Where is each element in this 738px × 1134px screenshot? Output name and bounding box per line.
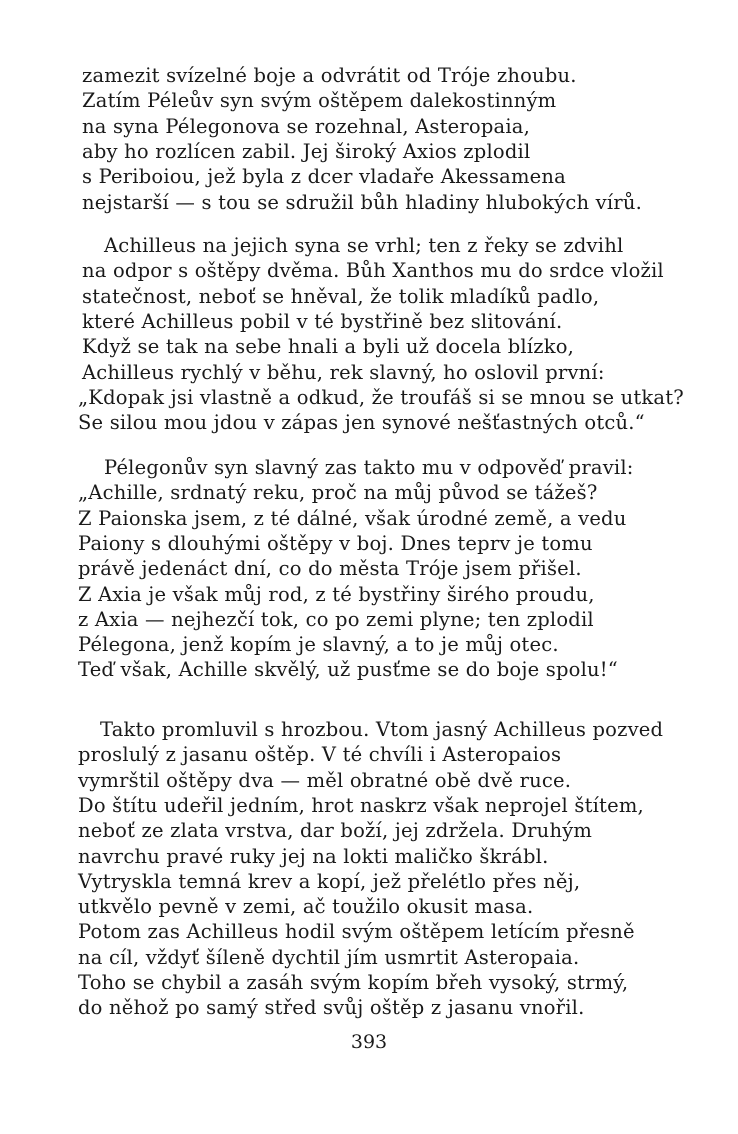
- verse-line: Paiony s dlouhými oštěpy v boj. Dnes teprv je tomu: [78, 531, 593, 555]
- page-number: 393: [350, 1031, 388, 1053]
- verse-line: Z Axia je však můj rod, z té bystřiny širého proudu,: [78, 582, 595, 606]
- verse-line: na odpor s oštěpy dvěma. Bůh Xanthos mu do srdce vložil: [82, 259, 664, 283]
- verse-line: proslulý z jasanu oštěp. V té chvíli i Asteropaios: [78, 743, 562, 767]
- verse-line: Když se tak na sebe hnali a byli už docela blízko,: [82, 335, 575, 359]
- verse-line: na cíl, vždyť šíleně dychtil jím usmrtit Asteropaia.: [78, 945, 580, 969]
- verse-line: na syna Pélegonova se rozehnal, Asteropaia,: [82, 114, 531, 138]
- verse-line: které Achilleus pobil v té bystřině bez slitování.: [82, 309, 563, 333]
- verse-line: vymrštil oštěpy dva — měl obratné obě dvě ruce.: [78, 768, 572, 792]
- verse-line: „Achille, srdnatý reku, proč na můj původ se tážeš?: [78, 481, 598, 505]
- verse-line: „Kdopak jsi vlastně a odkud, že troufáš si se mnou se utkat?: [78, 385, 684, 409]
- verse-line: právě jedenáct dní, co do města Tróje jsem přišel.: [78, 557, 582, 581]
- verse-line: do něhož po samý střed svůj oštěp z jasanu vnořil.: [78, 996, 585, 1020]
- verse-line: utkvělo pevně v zemi, ač toužilo okusit masa.: [78, 895, 534, 919]
- verse-line: Potom zas Achilleus hodil svým oštěpem letícím přesně: [78, 920, 635, 944]
- verse-line: zamezit svízelné boje a odvrátit od Trójе zhoubu.: [82, 64, 577, 87]
- verse-line: Vytryskla temná krev a kopí, jež přelétlo přes něj,: [78, 869, 581, 893]
- verse-line: Z Paionska jsem, z té dálné, však úrodné země, a vedu: [78, 506, 627, 530]
- verse-line: Achilleus na jejich syna se vrhl; ten z řeky se zdvihl: [104, 234, 624, 257]
- verse-line: s Periboiou, jež byla z dcer vladaře Akessamena: [82, 165, 566, 189]
- verse-line: z Axia — nejhezčí tok, co po zemi plyne; ten zplodil: [78, 607, 594, 631]
- verse-line: neboť ze zlata vrstva, dar boží, jej zdržela. Druhým: [78, 819, 593, 843]
- verse-line: aby ho rozlícen zabil. Jej široký Axios zplodil: [82, 139, 531, 163]
- verse-line: Toho se chybil a zasáh svým kopím břeh vysoký, strmý,: [78, 971, 629, 994]
- verse-line: navrchu pravé ruky jej na lokti maličko škrábl.: [78, 844, 549, 868]
- verse-line: Takto promluvil s hrozbou. Vtom jasný Achilleus pozved: [100, 718, 664, 741]
- verse-line: Pélegona, jenž kopím je slavný, a to je můj otec.: [78, 633, 559, 657]
- verse-line: statečnost, neboť se hněval, že tolik mladíků padlo,: [82, 284, 600, 308]
- verse-line: Teď však, Achille skvělý, už pusťme se do boje spolu!“: [78, 658, 618, 682]
- verse-line: Achilleus rychlý v běhu, rek slavný, ho oslovil první:: [82, 360, 605, 384]
- verse-line: Zatím Péleův syn svým oštěpem dalekostinným: [82, 89, 557, 113]
- verse-line: Pélegonův syn slavný zas takto mu v odpověď pravil:: [104, 456, 634, 479]
- verse-line: Se silou mou jdou v zápas jen synové nešťastných otců.“: [78, 411, 645, 435]
- verse-line: Do štítu udeřil jedním, hrot naskrz však neprojel štítem,: [78, 793, 644, 817]
- verse-line: nejstarší — s tou se sdružil bůh hladiny hlubokých vírů.: [82, 190, 643, 214]
